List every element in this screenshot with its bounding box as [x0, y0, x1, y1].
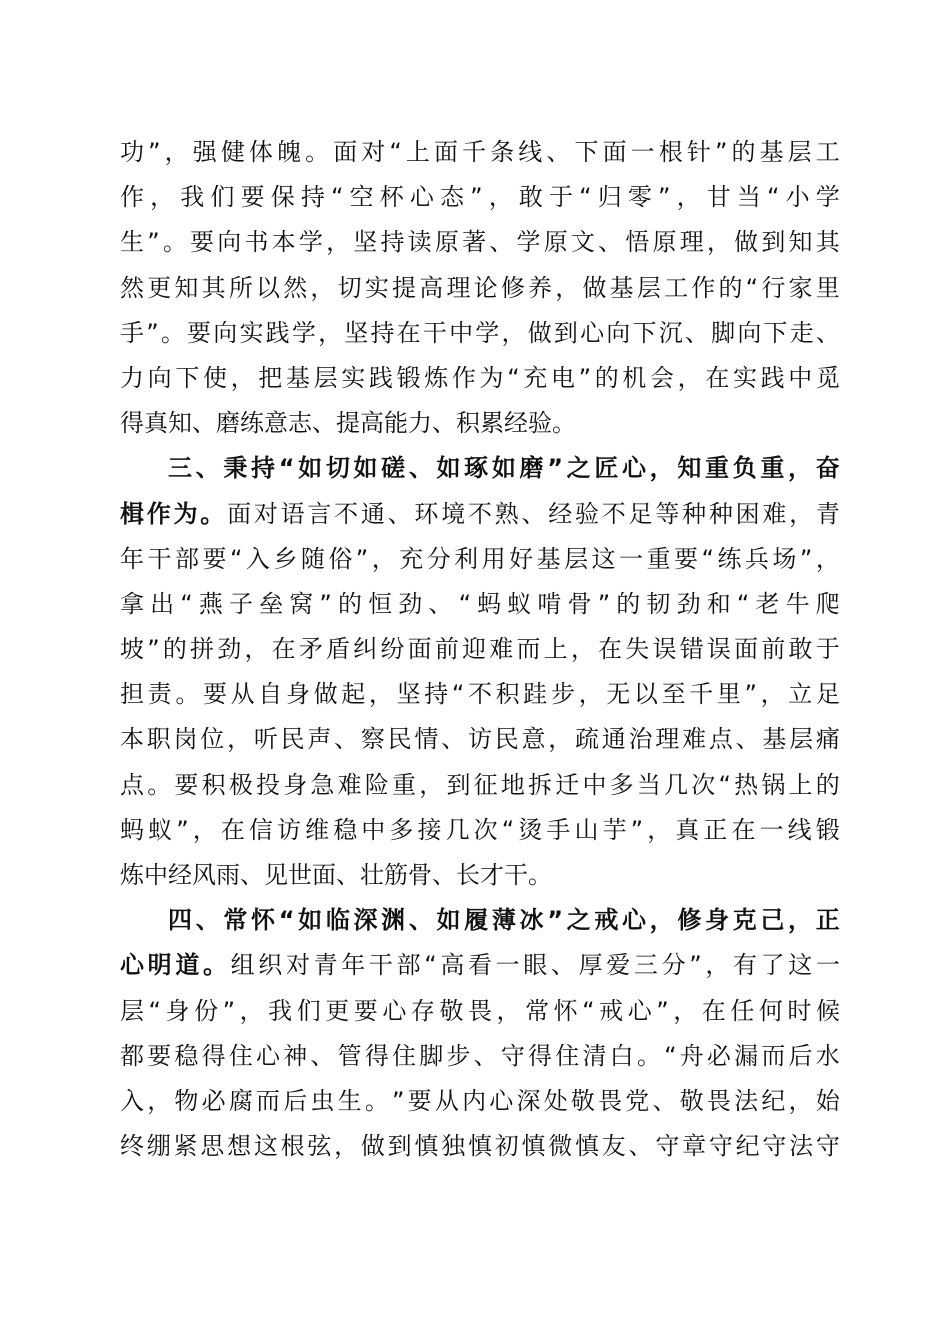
- text-line: 担 责 。 要 从 自 身 做 起 ， 坚 持 “ 不 积 跬 步 ， 无 以 至 千 里 ” ， 立 足: [120, 680, 840, 709]
- text-line: 年 干 部 要 “ 入 乡 随 俗 ” ， 充 分 利 用 好 基 层 这 一 重 要 “ 练 兵 场 ” ，: [120, 544, 840, 573]
- text-line: 终 绷 紧 思 想 这 根 弦 ， 做 到 慎 独 慎 初 慎 微 慎 友 、 守 章 守 纪 守 法 守: [120, 1132, 840, 1161]
- text-line: 楫 作 为 。 面 对 语 言 不 通 、 环 境 不 熟 、 经 验 不 足 等 种 种 困 难 ， 青: [120, 499, 840, 528]
- text-line: 点 。 要 积 极 投 身 急 难 险 重 ， 到 征 地 拆 迁 中 多 当 几 次 “ 热 锅 上 的: [120, 770, 840, 799]
- text-line: 作 ， 我 们 要 保 持 “ 空 杯 心 态 ” ， 敢 于 “ 归 零 ” ， 甘 当 “ 小 学: [120, 183, 840, 212]
- text-line: 四 、 常 怀 “ 如 临 深 渊 、 如 履 薄 冰 ” 之 戒 心 ， 修 身 克 己 ， 正: [168, 906, 840, 935]
- text-line: 都 要 稳 得 住 心 神 、 管 得 住 脚 步 、 守 得 住 清 白 。 “ 舟 必 漏 而 后 水: [120, 1041, 840, 1070]
- text-line: 力 向 下 使 ， 把 基 层 实 践 锻 炼 作 为 “ 充 电 ” 的 机 会 ， 在 实 践 中 觅: [120, 363, 840, 392]
- text-line: 层 “ 身 份 ” ， 我 们 更 要 心 存 敬 畏 ， 常 怀 “ 戒 心 ” ， 在 任 何 时 候: [120, 996, 840, 1025]
- text-line: 然 更 知 其 所 以 然 ， 切 实 提 高 理 论 修 养 ， 做 基 层 工 作 的 “ 行 家 里: [120, 273, 840, 302]
- text-line: 功 ” ， 强 健 体 魄 。 面 对 “ 上 面 千 条 线 、 下 面 一 根 针 ” 的 基 层 工: [120, 138, 840, 166]
- text-line: 生 ” 。 要 向 书 本 学 ， 坚 持 读 原 著 、 学 原 文 、 悟 原 理 ， 做 到 知 其: [120, 228, 840, 257]
- text-line: 得真知、磨练意志、提高能力、积累经验。: [120, 409, 576, 438]
- body-text: [120, 130, 840, 1169]
- text-line: 拿 出 “ 燕 子 垒 窝 ” 的 恒 劲 、 “ 蚂 蚁 啃 骨 ” 的 韧 劲 和 “ 老 牛 爬: [120, 589, 840, 618]
- text-line: 蚂 蚁 ” ， 在 信 访 维 稳 中 多 接 几 次 “ 烫 手 山 芋 ” ， 真 正 在 一 线 锻: [120, 815, 840, 844]
- text-line: 本 职 岗 位 ， 听 民 声 、 察 民 情 、 访 民 意 ， 疏 通 治 理 难 点 、 基 层 痛: [120, 725, 840, 754]
- text-line: 入 ， 物 必 腐 而 后 虫 生 。 ” 要 从 内 心 深 处 敬 畏 党 、 敬 畏 法 纪 ， 始: [120, 1086, 840, 1115]
- text-line: 坡 ” 的 拼 劲 ， 在 矛 盾 纠 纷 面 前 迎 难 而 上 ， 在 失 误 错 误 面 前 敢 于: [120, 635, 840, 664]
- text-line: 手 ” 。 要 向 实 践 学 ， 坚 持 在 干 中 学 ， 做 到 心 向 下 沉 、 脚 向 下 走 、: [120, 318, 840, 347]
- text-line: 三 、 秉 持 “ 如 切 如 磋 、 如 琢 如 磨 ” 之 匠 心 ， 知 重 负 重 ， 奋: [168, 454, 840, 483]
- text-line: 心 明 道 。 组 织 对 青 年 干 部 “ 高 看 一 眼 、 厚 爱 三 分 ” ， 有 了 这 一: [120, 951, 840, 980]
- text-line: 炼中经风雨、见世面、壮筋骨、长才干。: [120, 861, 552, 889]
